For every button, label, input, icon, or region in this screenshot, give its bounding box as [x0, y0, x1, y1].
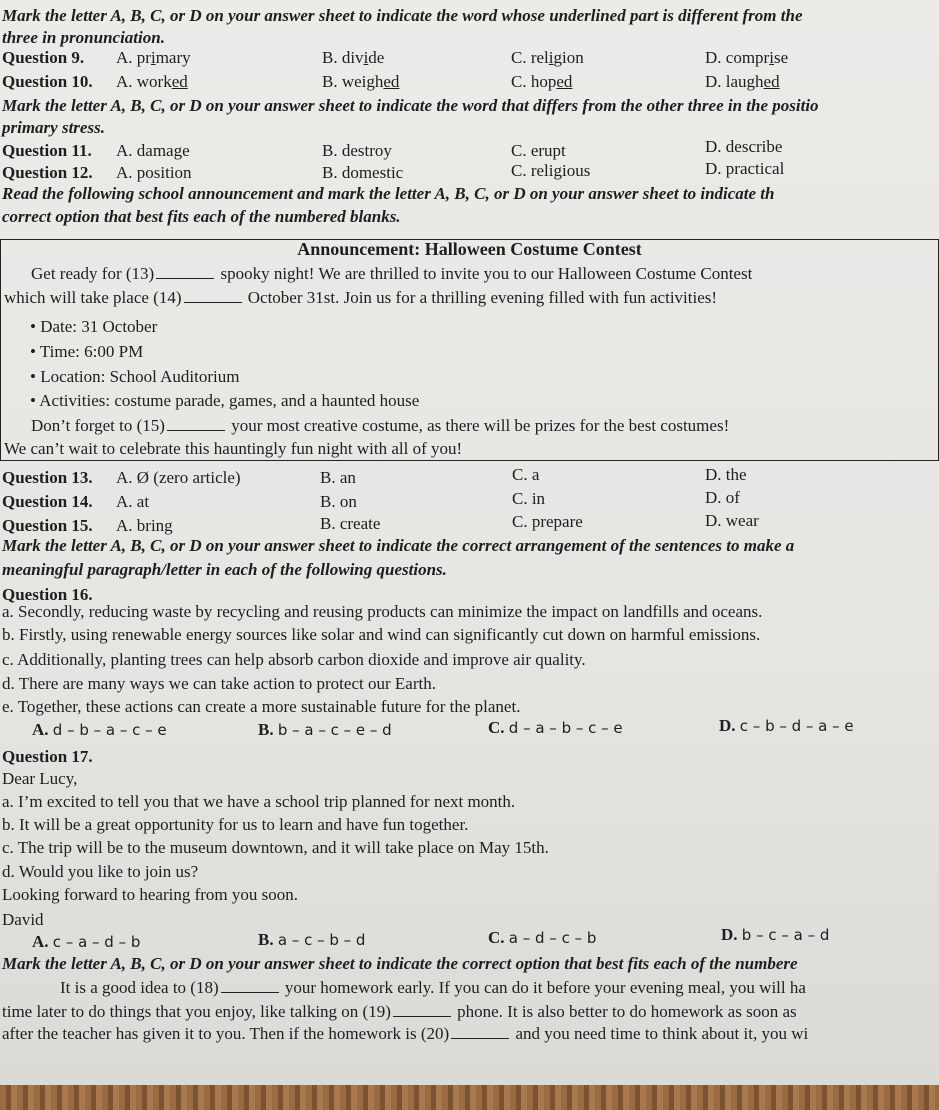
q9-option-c: C. religion — [511, 48, 584, 67]
announcement-bullet-date: • Date: 31 October — [30, 317, 158, 336]
q11-option-d: D. describe — [705, 137, 783, 156]
instruction-arrangement-cont: meaningful paragraph/letter in each of the following questions. — [2, 560, 447, 579]
passage-line-3: after the teacher has given it to you. Then if the homework is (20) and you need time to think about it, you wi — [2, 1024, 809, 1043]
q16-sentence-a: a. Secondly, reducing waste by recycling and reusing products can minimize the impact on landfills and oceans. — [2, 602, 763, 621]
instruction-stress-cont: primary stress. — [2, 118, 105, 137]
q12-option-a: A. position — [116, 163, 192, 182]
q17-option-d: D. b – c – a – d — [721, 925, 830, 944]
q17-option-b: B. a – c – b – d — [258, 930, 366, 949]
blank-14 — [184, 288, 242, 303]
question-16-label: Question 16. — [2, 585, 93, 604]
q17-closing: Looking forward to hearing from you soon. — [2, 885, 299, 904]
q11-option-b: B. destroy — [322, 141, 392, 160]
q12-option-d: D. practical — [705, 159, 785, 178]
announcement-bullet-activities: • Activities: costume parade, games, and a haunted house — [30, 391, 420, 410]
instruction-announcement-cont: correct option that best fits each of the numbered blanks. — [2, 207, 401, 226]
q10-option-a: A. worked — [116, 72, 188, 91]
question-17-label: Question 17. — [2, 747, 93, 766]
q16-option-a: A. d – b – a – c – e — [32, 720, 167, 739]
q13-option-b: B. an — [320, 468, 356, 487]
announcement-line-4: We can’t wait to celebrate this hauntingly fun night with all of you! — [4, 439, 463, 458]
q13-option-a: A. Ø (zero article) — [116, 468, 241, 487]
announcement-bullet-location: • Location: School Auditorium — [30, 367, 240, 386]
q16-option-b: B. b – a – c – e – d — [258, 720, 392, 739]
instruction-stress: Mark the letter A, B, C, or D on your answer sheet to indicate the word that differs from the other three in the positio — [2, 96, 819, 115]
blank-20 — [451, 1024, 509, 1039]
q15-option-a: A. bring — [116, 516, 173, 535]
q17-sentence-d: d. Would you like to join us? — [2, 862, 199, 881]
q17-option-a: A. c – a – d – b — [32, 932, 141, 951]
q10-option-d: D. laughed — [705, 72, 780, 91]
passage-line-2: time later to do things that you enjoy, like talking on (19) phone. It is also better to do homework as soon as — [2, 1002, 797, 1021]
q14-option-c: C. in — [512, 489, 546, 508]
q12-option-b: B. domestic — [322, 163, 404, 182]
q16-sentence-d: d. There are many ways we can take action to protect our Earth. — [2, 674, 436, 693]
q14-option-d: D. of — [705, 488, 740, 507]
question-10-label: Question 10. — [2, 72, 93, 91]
instruction-pronunciation: Mark the letter A, B, C, or D on your answer sheet to indicate the word whose underlined part is different from the — [2, 6, 803, 25]
question-12-label: Question 12. — [2, 163, 93, 182]
q16-option-c: C. d – a – b – c – e — [488, 718, 623, 737]
question-13-label: Question 13. — [2, 468, 93, 487]
q16-option-d: D. c – b – d – a – e — [719, 716, 854, 735]
blank-19 — [393, 1002, 451, 1017]
q17-sentence-a: a. I’m excited to tell you that we have a school trip planned for next month. — [2, 792, 516, 811]
q15-option-b: B. create — [320, 514, 381, 533]
q14-option-a: A. at — [116, 492, 150, 511]
instruction-arrangement: Mark the letter A, B, C, or D on your answer sheet to indicate the correct arrangement of the sentences to make a — [2, 536, 795, 555]
passage-line-1: It is a good idea to (18) your homework early. If you can do it before your evening meal, you will ha — [60, 978, 806, 997]
announcement-line-1: Get ready for (13) spooky night! We are thrilled to invite you to our Halloween Costume Contest — [31, 264, 753, 283]
instruction-passage: Mark the letter A, B, C, or D on your answer sheet to indicate the correct option that best fits each of the numbere — [2, 954, 798, 973]
announcement-title: Announcement: Halloween Costume Contest — [297, 239, 642, 259]
q9-option-d: D. comprise — [705, 48, 789, 67]
q16-sentence-e: e. Together, these actions can create a more sustainable future for the planet. — [2, 697, 521, 716]
q15-option-d: D. wear — [705, 511, 759, 530]
q17-greeting: Dear Lucy, — [2, 769, 78, 788]
q10-option-c: C. hoped — [511, 72, 573, 91]
q12-option-c: C. religious — [511, 161, 591, 180]
announcement-bullet-time: • Time: 6:00 PM — [30, 342, 144, 361]
q11-option-a: A. damage — [116, 141, 190, 160]
q17-sentence-c: c. The trip will be to the museum downtown, and it will take place on May 15th. — [2, 838, 549, 857]
instruction-announcement: Read the following school announcement and mark the letter A, B, C, or D on your answer sheet to indicate th — [2, 184, 775, 203]
question-9-label: Question 9. — [2, 48, 85, 67]
q13-option-c: C. a — [512, 465, 540, 484]
question-14-label: Question 14. — [2, 492, 93, 511]
question-11-label: Question 11. — [2, 141, 92, 160]
q17-option-c: C. a – d – c – b — [488, 928, 597, 947]
question-15-label: Question 15. — [2, 516, 93, 535]
q16-sentence-b: b. Firstly, using renewable energy sources like solar and wind can significantly cut down on harmful emissions. — [2, 625, 761, 644]
q17-signature: David — [2, 910, 44, 929]
announcement-line-3: Don’t forget to (15) your most creative costume, as there will be prizes for the best costumes! — [31, 416, 730, 435]
table-surface — [0, 1085, 939, 1110]
q13-option-d: D. the — [705, 465, 747, 484]
blank-15 — [167, 416, 225, 431]
blank-18 — [221, 978, 279, 993]
announcement-line-2: which will take place (14) October 31st. Join us for a thrilling evening filled with fun activities! — [4, 288, 718, 307]
q10-option-b: B. weighed — [322, 72, 400, 91]
q9-option-a: A. primary — [116, 48, 191, 67]
q9-option-b: B. divide — [322, 48, 385, 67]
q17-sentence-b: b. It will be a great opportunity for us to learn and have fun together. — [2, 815, 469, 834]
instruction-pronunciation-cont: three in pronunciation. — [2, 28, 165, 47]
blank-13 — [156, 264, 214, 279]
q15-option-c: C. prepare — [512, 512, 583, 531]
q14-option-b: B. on — [320, 492, 357, 511]
q11-option-c: C. erupt — [511, 141, 566, 160]
q16-sentence-c: c. Additionally, planting trees can help absorb carbon dioxide and improve air quality. — [2, 650, 586, 669]
